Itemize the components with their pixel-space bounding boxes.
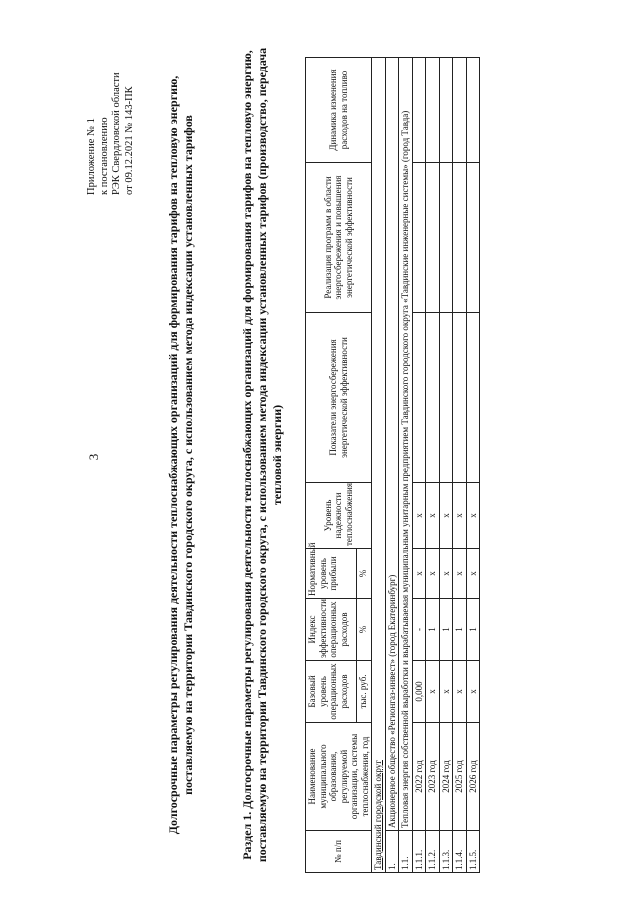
cell-fuel [439,58,453,163]
cell-year: 2022 год [412,723,426,831]
header-programs: Реализация программ в области энергосбережения и повышения энергетической эффективности [306,163,372,313]
cell-index: - [412,599,426,661]
header-reliability: Уровень надежности теплоснабжения [306,483,372,549]
org-num: 1. [385,831,399,873]
cell-fuel [412,58,426,163]
cell-programs [453,163,467,313]
cell-energy [466,313,480,483]
group-name: Тавдинский городской округ [373,760,383,870]
appendix-line: РЭК Свердловской области [111,72,122,195]
cell-index: 1 [439,599,453,661]
cell-programs [412,163,426,313]
header-normative: Нормативный уровень прибыли [306,549,357,599]
cell-fuel [426,58,440,163]
section-title: Раздел 1. Долгосрочные параметры регулирования деятельности теплоснабжающих организаций для формирования тарифов на тепловую энергию, поставляемую на территории Тавдинского городского округа, с использованием метода индексации установленных тарифов (производство, передача тепловой энергии) [240,47,284,863]
cell-base: х [453,661,467,723]
cell-base: х [426,661,440,723]
header-name-text: Наименование муниципального образования, регулируемой организации, системы теплоснабжения, год [307,733,370,820]
system-num: 1.1. [399,831,413,873]
cell-index: 1 [426,599,440,661]
table-row [466,58,480,873]
appendix-line: Приложение № 1 [86,118,97,195]
cell-reliability: х [412,483,426,549]
cell-num: 1.1.4. [453,831,467,873]
cell-base: х [466,661,480,723]
cell-year: 2023 год [426,723,440,831]
header-base: Базовый уровень операционных расходов [306,661,357,723]
cell-normative: х [412,549,426,599]
cell-index: 1 [466,599,480,661]
cell-normative: х [426,549,440,599]
cell-year: 2026 год [466,723,480,831]
group-row [372,58,386,873]
cell-normative: х [466,549,480,599]
unit-base: тыс. руб. [356,661,371,723]
cell-programs [439,163,453,313]
cell-fuel [466,58,480,163]
appendix-line: к постановлению [98,117,110,195]
cell-reliability: х [466,483,480,549]
cell-base: х [439,661,453,723]
header-fuel: Динамика изменения расходов на топливо [306,58,372,163]
cell-num: 1.1.3. [439,831,453,873]
header-num: № п/п [306,831,372,873]
cell-num: 1.1.1. [412,831,426,873]
unit-index: % [356,599,371,661]
page-number: 3 [86,453,101,461]
cell-energy [439,313,453,483]
system-name: Тепловая энергия собственной выработки и вырабатываемая муниципальным унитарным предприятием Тавдинского городского округа «Тавдинские инженерные системы» (город Тавда) [399,58,413,831]
table-row [412,58,426,873]
cell-normative: х [439,549,453,599]
cell-index: 1 [453,599,467,661]
cell-energy [426,313,440,483]
parameters-table [305,57,480,873]
org-name: Акционерное общество «Регионгаз-инвест» (город Екатеринбург) [385,58,399,831]
cell-fuel [453,58,467,163]
cell-reliability: х [453,483,467,549]
header-energy-indicators: Показатели энергосбережения энергетической эффективности [306,313,372,483]
cell-reliability: х [426,483,440,549]
cell-energy [453,313,467,483]
cell-energy [412,313,426,483]
cell-base: 0,000 [412,661,426,723]
table-row [439,58,453,873]
cell-programs [426,163,440,313]
table-row [426,58,440,873]
cell-reliability: х [439,483,453,549]
appendix-line: от 09.12.2021 № 143-ПК [123,86,135,195]
cell-num: 1.1.2. [426,831,440,873]
cell-num: 1.1.5. [466,831,480,873]
document-title: Долгосрочные параметры регулирования деятельности теплоснабжающих организаций для формирования тарифов на тепловую энергию, поставляемую на территории Тавдинского городского округа, с использованием метода индексации установленных тарифов [166,75,195,835]
table-row [453,58,467,873]
header-index: Индекс эффективности операционных расходов [306,599,357,661]
appendix-block [86,35,136,195]
cell-programs [466,163,480,313]
cell-normative: х [453,549,467,599]
cell-year: 2024 год [439,723,453,831]
cell-year: 2025 год [453,723,467,831]
unit-normative: % [356,549,371,599]
header-name [306,723,372,831]
